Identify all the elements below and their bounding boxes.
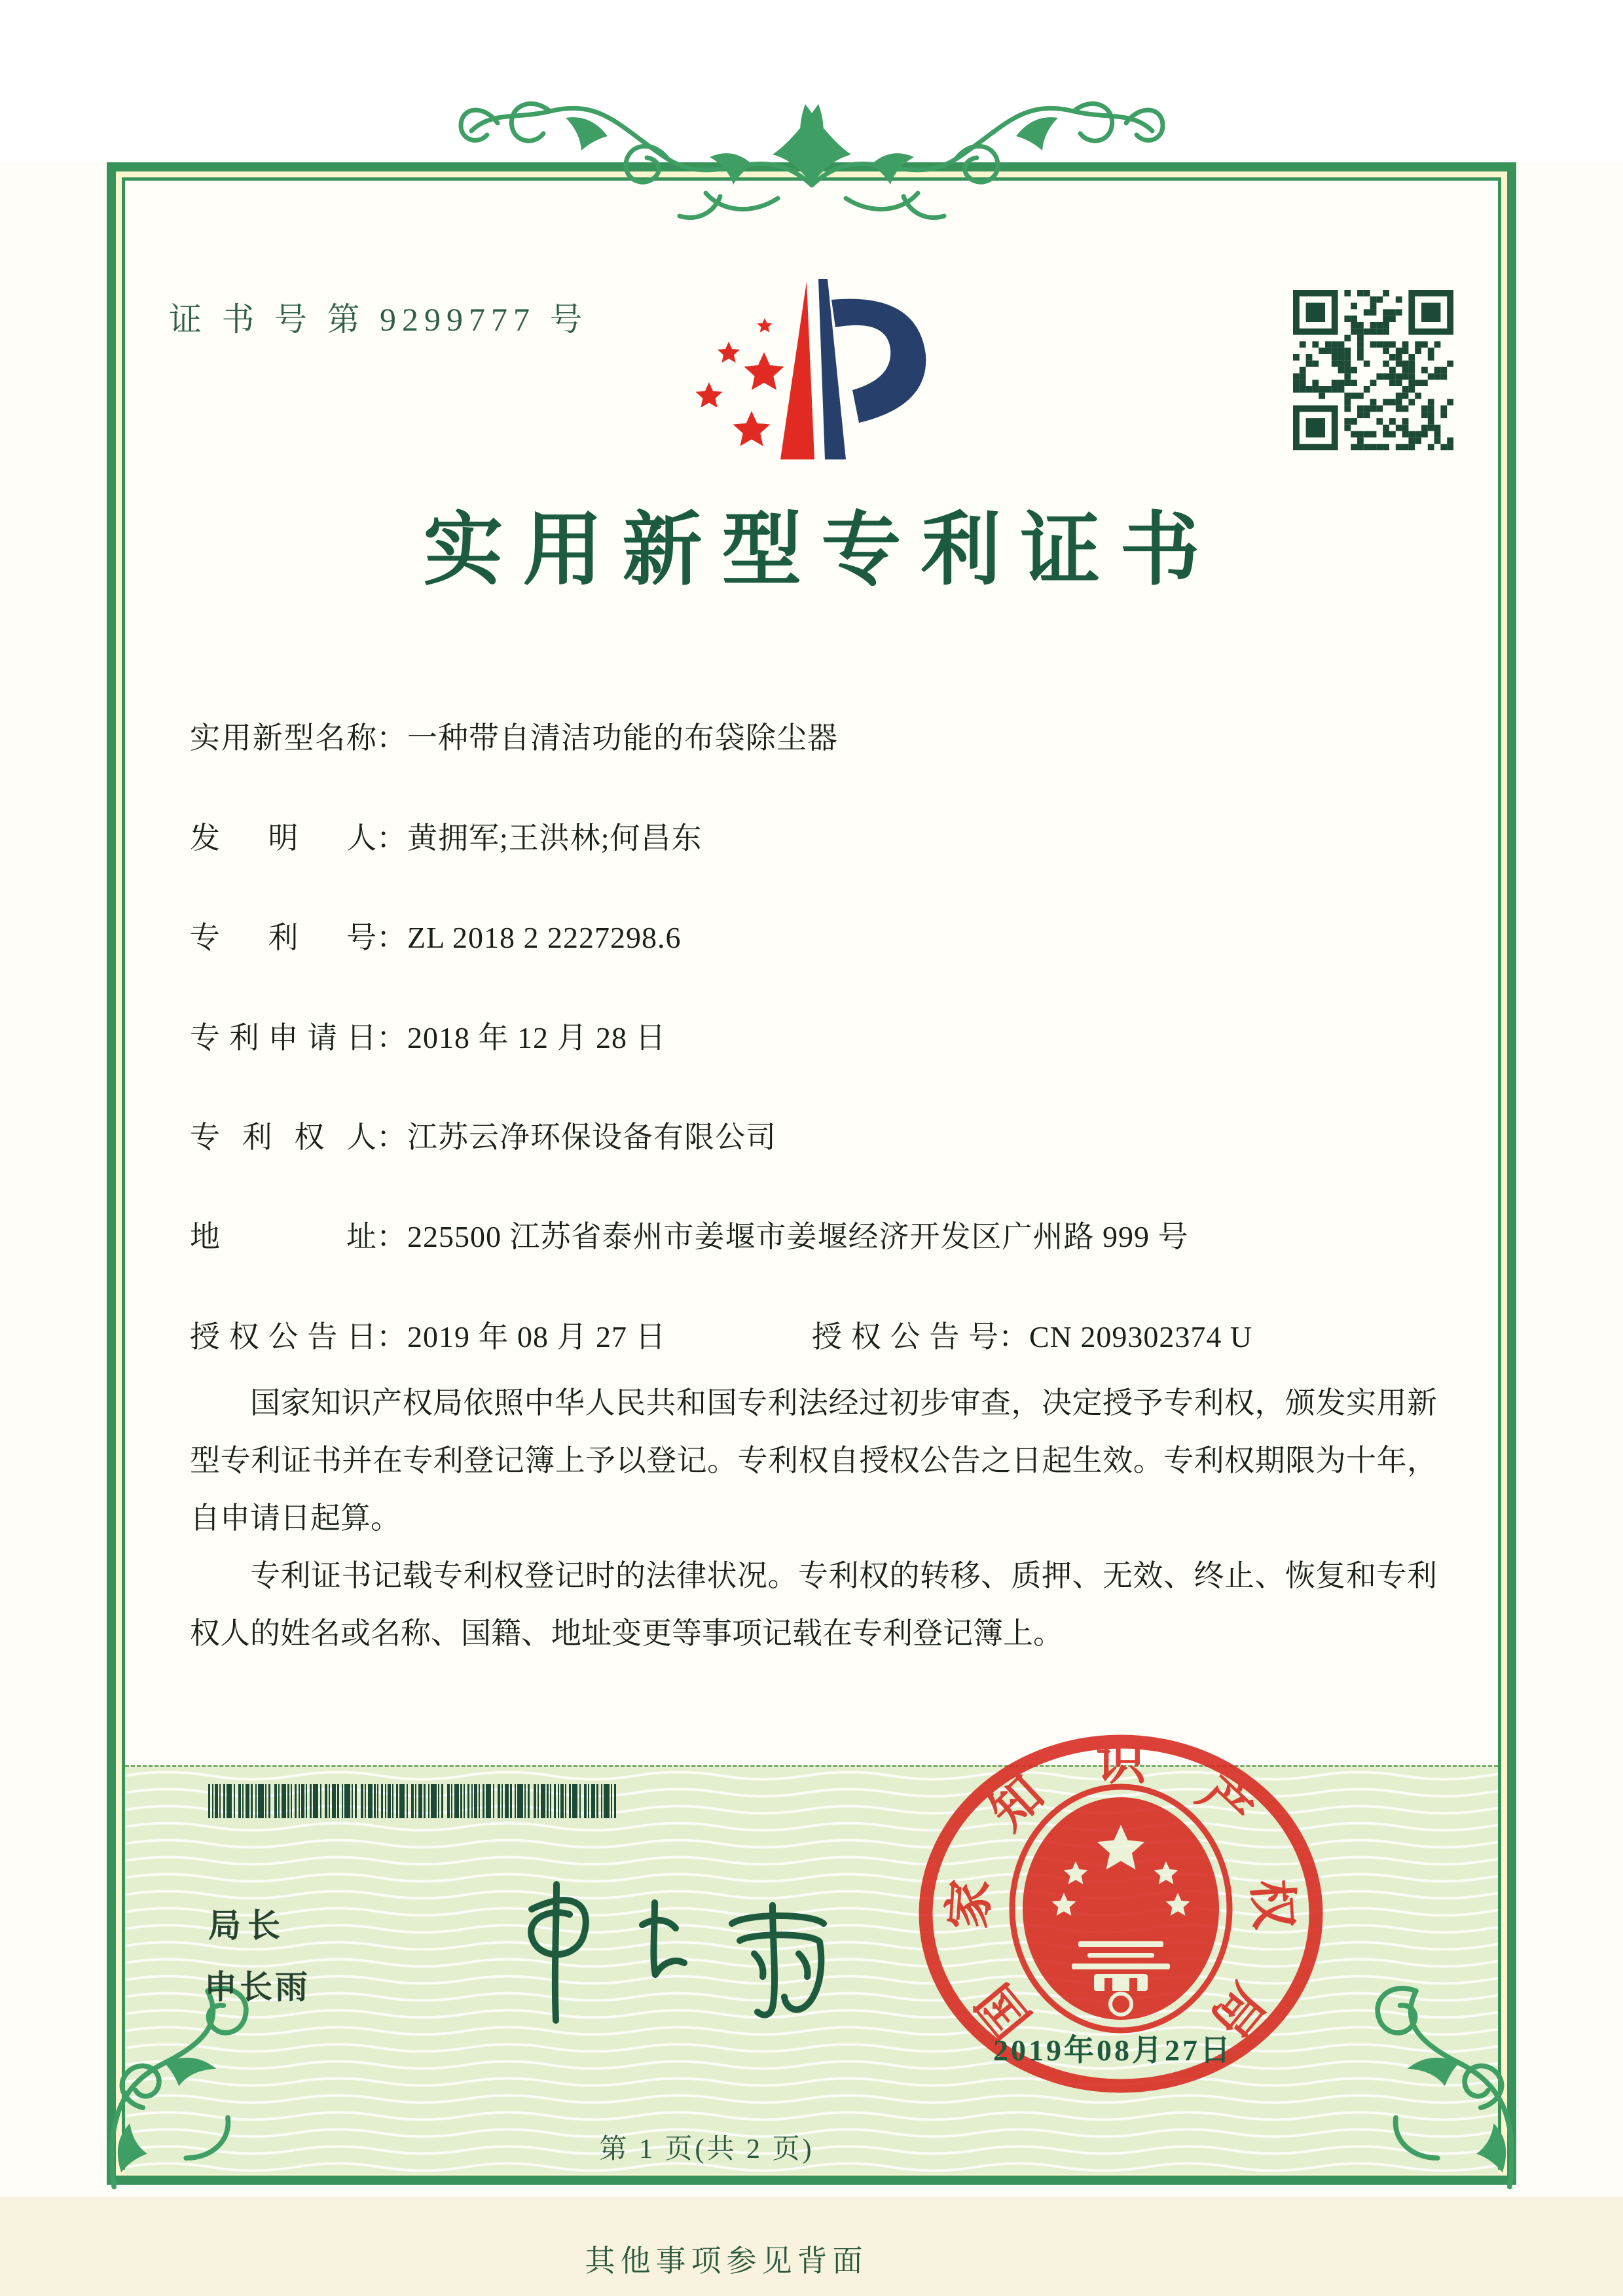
field-label: 专利权人: [190, 1121, 376, 1154]
svg-text:产: 产: [1187, 1766, 1262, 1841]
page-number: 第 1 页(共 2 页): [599, 2134, 814, 2164]
field-value: ：225500 江苏省泰州市姜堰市姜堰经济开发区广州路 999 号: [376, 1220, 1189, 1253]
grant-number-group: [812, 1318, 1252, 1357]
back-side-note: 其他事项参见背面: [585, 2244, 868, 2278]
field-value: ：一种带自清洁功能的布袋除尘器: [376, 721, 838, 755]
field-row-address: [190, 1217, 1447, 1257]
field-label: 实用新型名称: [190, 721, 376, 755]
svg-text:权: 权: [1243, 1877, 1301, 1931]
field-row-inventors: [190, 819, 1447, 858]
field-value: ：2018 年 12 月 28 日: [376, 1021, 666, 1054]
logo-p-shape: [818, 279, 926, 459]
field-label: 授权公告日: [190, 1320, 376, 1354]
svg-text:国: 国: [967, 1973, 1042, 2047]
field-value: ：ZL 2018 2 2227298.6: [376, 921, 682, 954]
svg-text:识: 识: [1096, 1735, 1146, 1790]
field-value: ：江苏云净环保设备有限公司: [376, 1121, 776, 1154]
certificate-title: 实用新型专利证书: [423, 507, 1220, 595]
field-row-filing-date: [190, 1018, 1447, 1058]
field-row-patentee: [190, 1118, 1447, 1157]
page-top-margin: [0, 0, 1623, 162]
director-title-label: 局长: [208, 1907, 287, 1944]
svg-text:家: 家: [941, 1877, 999, 1931]
certificate-number: 证 书 号 第 9299777 号: [169, 301, 589, 338]
svg-text:局: 局: [1200, 1973, 1275, 2047]
field-row-grant: [190, 1318, 1447, 1357]
director-name: 申长雨: [204, 1969, 310, 2005]
logo-wedge: [780, 281, 814, 459]
barcode: [208, 1784, 621, 1818]
qr-code: [1293, 290, 1453, 450]
cnipa-logo: [609, 249, 936, 471]
field-row-name: [190, 719, 1447, 758]
legal-paragraph-1: 国家知识产权局依照中华人民共和国专利法经过初步审查，决定授予专利权，颁发实用新型专利证书并在专利登记簿上予以登记。专利权自授权公告之日起生效。专利权期限为十年，自申请日起算。: [190, 1386, 1437, 1535]
field-value: ：2019 年 08 月 27 日: [376, 1320, 666, 1354]
field-value: ：CN 209302374 U: [998, 1320, 1253, 1354]
logo-stars: [696, 318, 784, 446]
field-value: ：黄拥军;王洪林;何昌东: [376, 821, 702, 855]
legal-paragraph-2: 专利证书记载专利权登记时的法律状况。专利权的转移、质押、无效、终止、恢复和专利权人的姓名或名称、国籍、地址变更等事项记载在专利登记簿上。: [190, 1559, 1437, 1650]
field-label: 地址: [190, 1220, 376, 1253]
field-label: 授权公告号: [812, 1320, 998, 1354]
director-signature: [458, 1862, 851, 2045]
field-label: 发明人: [190, 821, 376, 855]
legal-text: [190, 1374, 1437, 1662]
svg-text:知: 知: [980, 1766, 1055, 1841]
field-label: 专利号: [190, 921, 376, 954]
field-row-patent-number: [190, 918, 1447, 958]
seal-emblem: [1012, 1787, 1230, 2030]
seal-date: 2019年08月27日: [993, 2034, 1233, 2067]
field-label: 专利申请日: [190, 1021, 376, 1054]
